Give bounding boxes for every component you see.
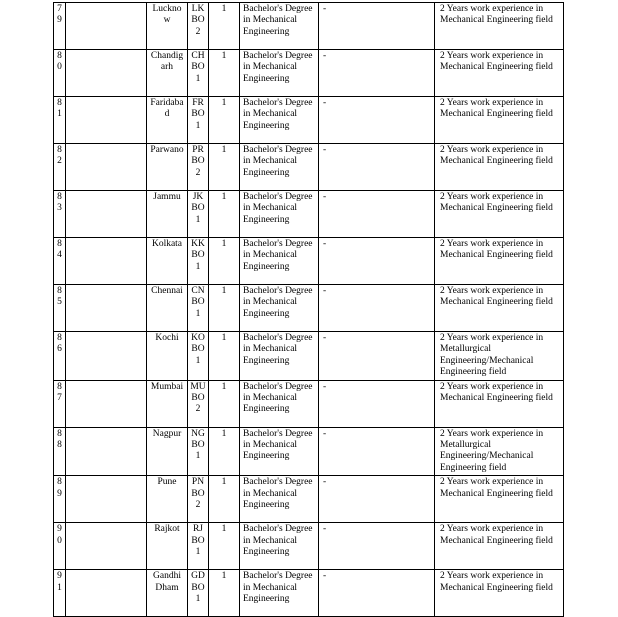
qualification-cell: Bachelor's Degree in Mechanical Engineering bbox=[240, 523, 319, 570]
qualification-cell: Bachelor's Degree in Mechanical Engineering bbox=[240, 476, 319, 523]
additional-qualification-cell: - bbox=[319, 427, 435, 476]
blank-cell bbox=[66, 427, 147, 476]
qualification-cell: Bachelor's Degree in Mechanical Engineering bbox=[240, 97, 319, 144]
qualification-cell: Bachelor's Degree in Mechanical Engineering bbox=[240, 332, 319, 381]
post-code-cell: LKBO2 bbox=[188, 3, 209, 50]
post-code-cell: FRBO1 bbox=[188, 97, 209, 144]
table-row bbox=[54, 144, 564, 191]
serial-number-cell: 83 bbox=[54, 191, 66, 238]
qualification-cell: Bachelor's Degree in Mechanical Engineering bbox=[240, 238, 319, 285]
qualification-cell: Bachelor's Degree in Mechanical Engineering bbox=[240, 570, 319, 617]
experience-cell: 2 Years work experience in Mechanical Engineering field bbox=[435, 144, 564, 191]
table-row bbox=[54, 476, 564, 523]
table-row bbox=[54, 427, 564, 476]
blank-cell bbox=[66, 285, 147, 332]
experience-cell: 2 Years work experience in Mechanical Engineering field bbox=[435, 50, 564, 97]
table-row bbox=[54, 97, 564, 144]
post-code-cell: RJBO1 bbox=[188, 523, 209, 570]
serial-number-cell: 89 bbox=[54, 476, 66, 523]
additional-qualification-cell: - bbox=[319, 285, 435, 332]
location-cell: Kochi bbox=[147, 332, 188, 381]
post-code-cell: KOBO1 bbox=[188, 332, 209, 381]
experience-cell: 2 Years work experience in Mechanical Engineering field bbox=[435, 285, 564, 332]
vacancy-count-cell: 1 bbox=[209, 191, 240, 238]
additional-qualification-cell: - bbox=[319, 3, 435, 50]
experience-cell: 2 Years work experience in Mechanical Engineering field bbox=[435, 191, 564, 238]
table-row bbox=[54, 380, 564, 427]
vacancy-count-cell: 1 bbox=[209, 380, 240, 427]
blank-cell bbox=[66, 97, 147, 144]
serial-number-cell: 90 bbox=[54, 523, 66, 570]
table-row bbox=[54, 50, 564, 97]
serial-number-cell: 81 bbox=[54, 97, 66, 144]
post-code-cell: CHBO1 bbox=[188, 50, 209, 97]
location-cell: Gandhi Dham bbox=[147, 570, 188, 617]
blank-cell bbox=[66, 238, 147, 285]
post-code-cell: CNBO1 bbox=[188, 285, 209, 332]
qualification-cell: Bachelor's Degree in Mechanical Engineering bbox=[240, 285, 319, 332]
qualification-cell: Bachelor's Degree in Mechanical Engineering bbox=[240, 3, 319, 50]
qualification-cell: Bachelor's Degree in Mechanical Engineering bbox=[240, 427, 319, 476]
vacancy-count-cell: 1 bbox=[209, 523, 240, 570]
vacancy-count-cell: 1 bbox=[209, 332, 240, 381]
vacancy-count-cell: 1 bbox=[209, 285, 240, 332]
table-row bbox=[54, 570, 564, 617]
location-cell: Chandigarh bbox=[147, 50, 188, 97]
serial-number-cell: 82 bbox=[54, 144, 66, 191]
vacancy-count-cell: 1 bbox=[209, 570, 240, 617]
post-code-cell: PRBO2 bbox=[188, 144, 209, 191]
vacancy-count-cell: 1 bbox=[209, 427, 240, 476]
qualification-cell: Bachelor's Degree in Mechanical Engineering bbox=[240, 144, 319, 191]
serial-number-cell: 80 bbox=[54, 50, 66, 97]
additional-qualification-cell: - bbox=[319, 476, 435, 523]
blank-cell bbox=[66, 380, 147, 427]
serial-number-cell: 85 bbox=[54, 285, 66, 332]
experience-cell: 2 Years work experience in Metallurgical Engineering/Mechanical Engineering field bbox=[435, 427, 564, 476]
blank-cell bbox=[66, 332, 147, 381]
serial-number-cell: 86 bbox=[54, 332, 66, 381]
vacancy-count-cell: 1 bbox=[209, 97, 240, 144]
qualification-cell: Bachelor's Degree in Mechanical Engineering bbox=[240, 191, 319, 238]
location-cell: Nagpur bbox=[147, 427, 188, 476]
table-row bbox=[54, 285, 564, 332]
experience-cell: 2 Years work experience in Metallurgical Engineering/Mechanical Engineering field bbox=[435, 332, 564, 381]
location-cell: Pune bbox=[147, 476, 188, 523]
location-cell: Parwano bbox=[147, 144, 188, 191]
location-cell: Mumbai bbox=[147, 380, 188, 427]
serial-number-cell: 84 bbox=[54, 238, 66, 285]
blank-cell bbox=[66, 523, 147, 570]
table-row bbox=[54, 3, 564, 50]
location-cell: Kolkata bbox=[147, 238, 188, 285]
table-row bbox=[54, 332, 564, 381]
experience-cell: 2 Years work experience in Mechanical Engineering field bbox=[435, 523, 564, 570]
additional-qualification-cell: - bbox=[319, 97, 435, 144]
post-code-cell: NGBO1 bbox=[188, 427, 209, 476]
additional-qualification-cell: - bbox=[319, 238, 435, 285]
blank-cell bbox=[66, 476, 147, 523]
table-row bbox=[54, 523, 564, 570]
vacancy-table bbox=[53, 2, 564, 617]
experience-cell: 2 Years work experience in Mechanical Engineering field bbox=[435, 3, 564, 50]
post-code-cell: JKBO1 bbox=[188, 191, 209, 238]
additional-qualification-cell: - bbox=[319, 380, 435, 427]
additional-qualification-cell: - bbox=[319, 570, 435, 617]
vacancy-count-cell: 1 bbox=[209, 3, 240, 50]
table-row bbox=[54, 238, 564, 285]
experience-cell: 2 Years work experience in Mechanical Engineering field bbox=[435, 380, 564, 427]
additional-qualification-cell: - bbox=[319, 50, 435, 97]
serial-number-cell: 91 bbox=[54, 570, 66, 617]
experience-cell: 2 Years work experience in Mechanical Engineering field bbox=[435, 238, 564, 285]
post-code-cell: KKBO1 bbox=[188, 238, 209, 285]
qualification-cell: Bachelor's Degree in Mechanical Engineering bbox=[240, 50, 319, 97]
additional-qualification-cell: - bbox=[319, 144, 435, 191]
location-cell: Chennai bbox=[147, 285, 188, 332]
location-cell: Faridabad bbox=[147, 97, 188, 144]
serial-number-cell: 79 bbox=[54, 3, 66, 50]
vacancy-count-cell: 1 bbox=[209, 144, 240, 191]
vacancy-count-cell: 1 bbox=[209, 50, 240, 97]
blank-cell bbox=[66, 191, 147, 238]
blank-cell bbox=[66, 50, 147, 97]
serial-number-cell: 88 bbox=[54, 427, 66, 476]
location-cell: Jammu bbox=[147, 191, 188, 238]
location-cell: Rajkot bbox=[147, 523, 188, 570]
table-row bbox=[54, 191, 564, 238]
experience-cell: 2 Years work experience in Mechanical Engineering field bbox=[435, 97, 564, 144]
location-cell: Lucknow bbox=[147, 3, 188, 50]
vacancy-count-cell: 1 bbox=[209, 238, 240, 285]
post-code-cell: GDBO1 bbox=[188, 570, 209, 617]
blank-cell bbox=[66, 144, 147, 191]
additional-qualification-cell: - bbox=[319, 523, 435, 570]
vacancy-count-cell: 1 bbox=[209, 476, 240, 523]
blank-cell bbox=[66, 570, 147, 617]
post-code-cell: PNBO2 bbox=[188, 476, 209, 523]
additional-qualification-cell: - bbox=[319, 332, 435, 381]
experience-cell: 2 Years work experience in Mechanical Engineering field bbox=[435, 570, 564, 617]
post-code-cell: MUBO2 bbox=[188, 380, 209, 427]
blank-cell bbox=[66, 3, 147, 50]
serial-number-cell: 87 bbox=[54, 380, 66, 427]
experience-cell: 2 Years work experience in Mechanical Engineering field bbox=[435, 476, 564, 523]
additional-qualification-cell: - bbox=[319, 191, 435, 238]
qualification-cell: Bachelor's Degree in Mechanical Engineering bbox=[240, 380, 319, 427]
table-body bbox=[54, 3, 564, 617]
